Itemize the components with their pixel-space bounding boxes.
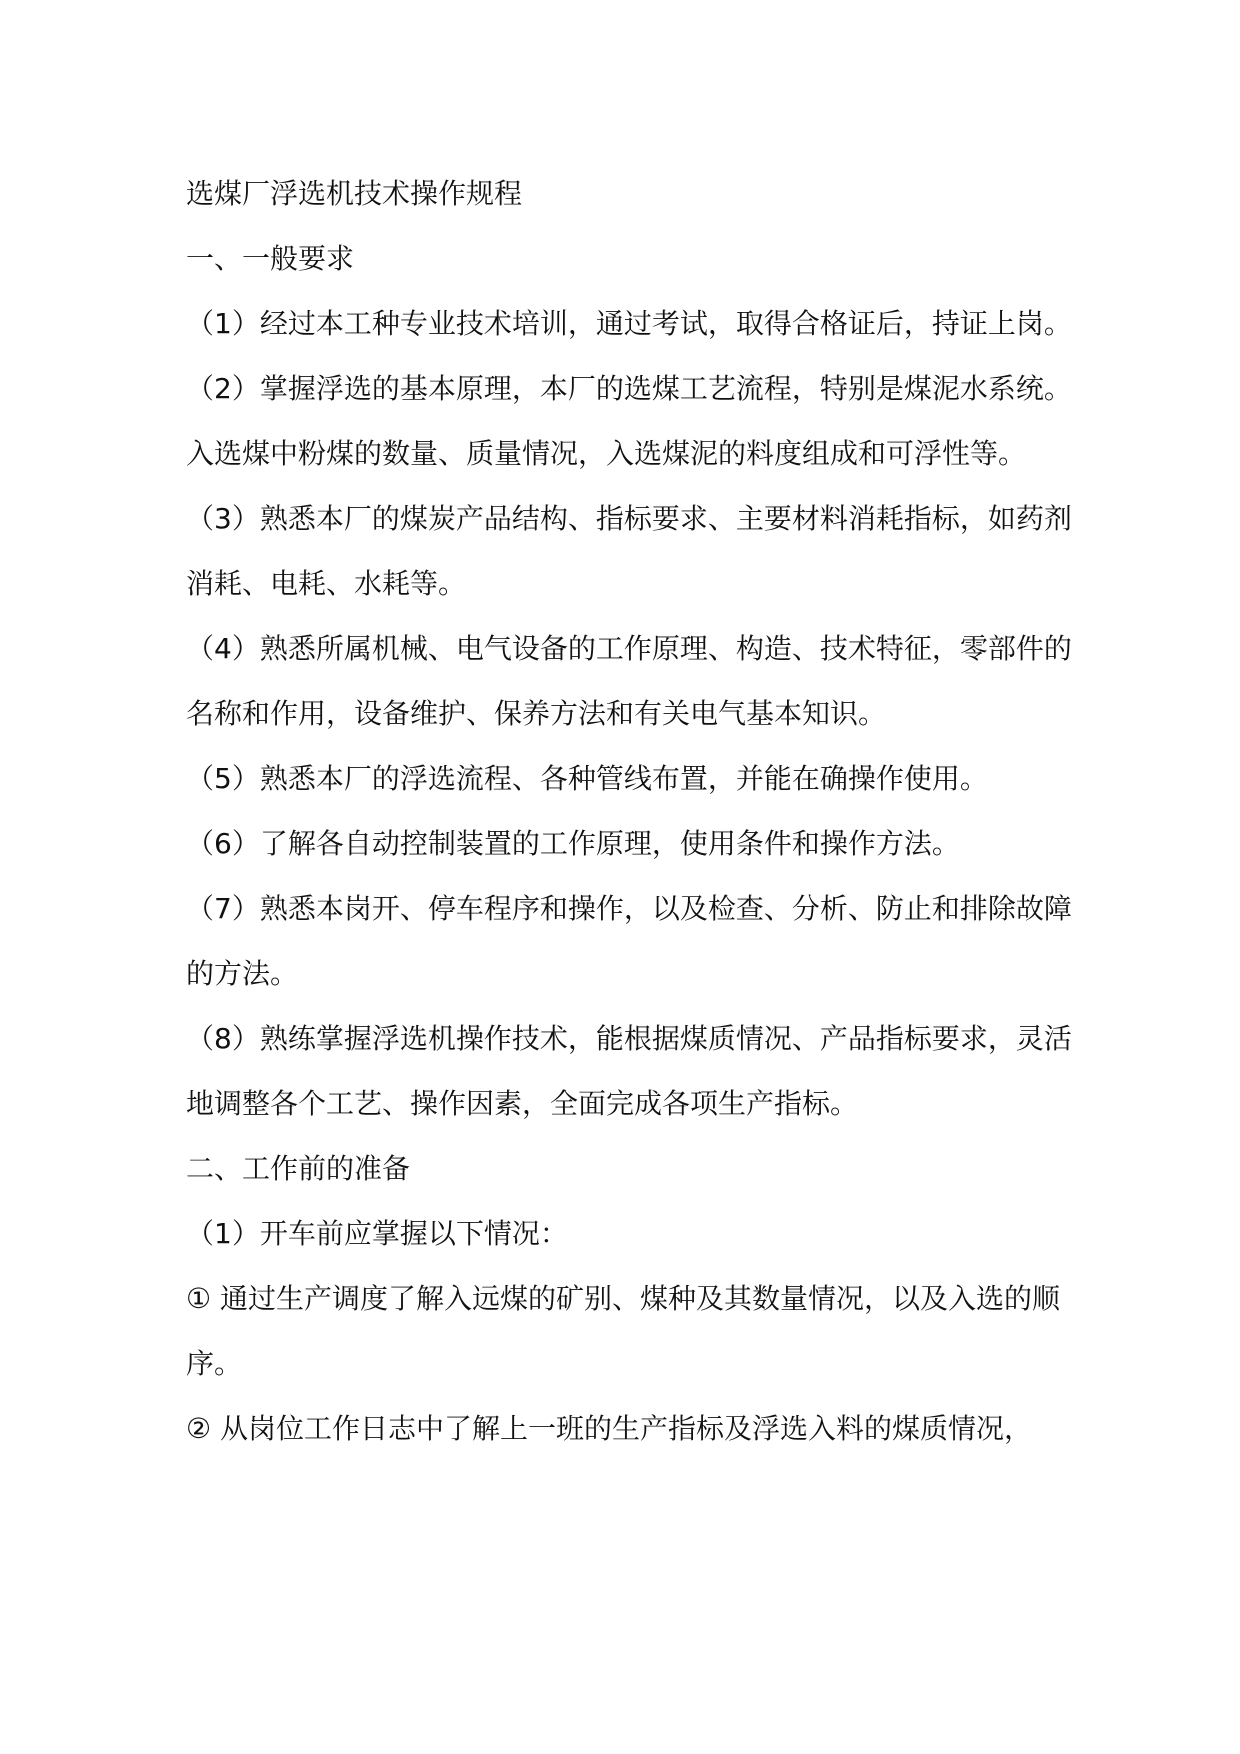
paragraph-prep-sub-2: ② 从岗位工作日志中了解上一班的生产指标及浮选入料的煤质情况， (186, 1412, 1033, 1445)
paragraph-item-1: （1）经过本工种专业技术培训，通过考试，取得合格证后，持证上岗。 (186, 307, 1072, 340)
paragraph-prep-1: （1）开车前应掌握以下情况： (186, 1217, 568, 1250)
paragraph-item-3: （3）熟悉本厂的煤炭产品结构、指标要求、主要材料消耗指标，如药剂消耗、电耗、水耗等。 (186, 502, 1072, 600)
section-heading-preparation: 二、工作前的准备 (186, 1152, 411, 1185)
paragraph-item-5: （5）熟悉本厂的浮选流程、各种管线布置，并能在确操作使用。 (186, 762, 988, 795)
document-body (186, 161, 1086, 1461)
paragraph-prep-sub-1: ① 通过生产调度了解入远煤的矿别、煤种及其数量情况，以及入选的顺序。 (186, 1282, 1061, 1380)
paragraph-item-4: （4）熟悉所属机械、电气设备的工作原理、构造、技术特征，零部件的名称和作用，设备维护、保养方法和有关电气基本知识。 (186, 632, 1072, 730)
paragraph-item-7: （7）熟悉本岗开、停车程序和操作，以及检查、分析、防止和排除故障的方法。 (186, 892, 1072, 990)
document-title: 选煤厂浮选机技术操作规程 (186, 177, 523, 210)
paragraph-item-6: （6）了解各自动控制装置的工作原理，使用条件和操作方法。 (186, 827, 960, 860)
section-heading-general-requirements: 一、一般要求 (186, 242, 355, 275)
paragraph-item-2: （2）掌握浮选的基本原理，本厂的选煤工艺流程，特别是煤泥水系统。入选煤中粉煤的数量、质量情况，入选煤泥的料度组成和可浮性等。 (186, 372, 1072, 470)
paragraph-item-8: （8）熟练掌握浮选机操作技术，能根据煤质情况、产品指标要求，灵活地调整各个工艺、操作因素，全面完成各项生产指标。 (186, 1022, 1072, 1120)
